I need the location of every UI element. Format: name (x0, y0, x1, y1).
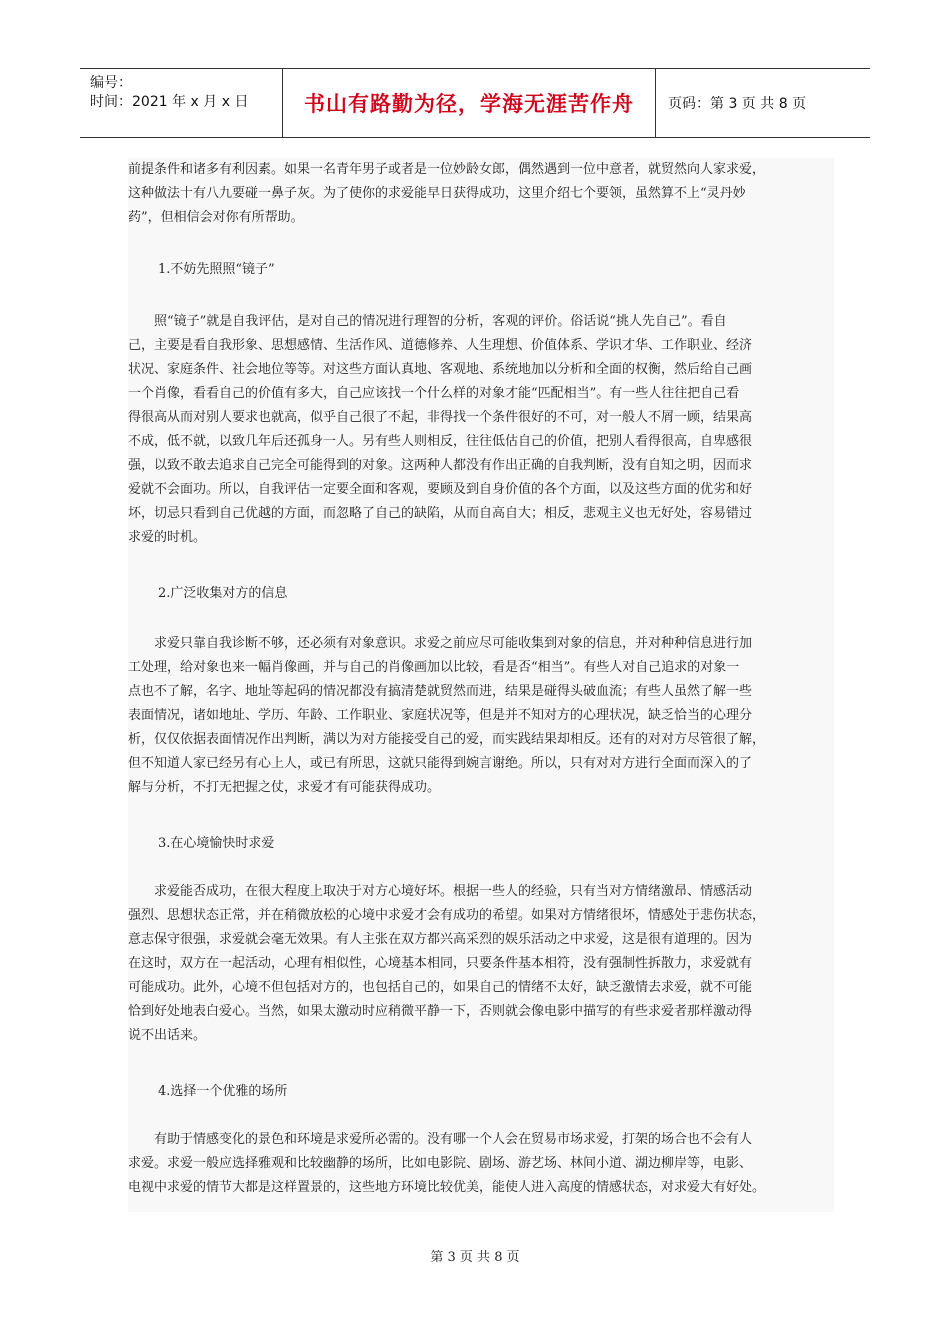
text-line: 爱就不会面功。所以，自我评估一定要全面和客观，要顾及到自身价值的各个方面，以及这些方面的优劣和好 (128, 482, 753, 497)
text-line: 强烈、思想状态正常，并在稍微放松的心境中求爱才会有成功的希望。如果对方情绪很坏，情感处于悲伤状态， (128, 908, 766, 923)
text-line: 得很高从而对别人要求也就高，似乎自己很了不起，非得找一个条件很好的不可，对一般人不屑一顾，结果高 (128, 410, 753, 425)
text-line: 工处理，给对象也来一幅肖像画，并与自己的肖像画加以比较，看是否“相当”。有些人对自己追求的对象一 (128, 660, 740, 675)
header-motto: 书山有路勤为径，学海无涯苦作舟 (283, 69, 656, 137)
text-line: 解与分析，不打无把握之仗，求爱才有可能获得成功。 (128, 780, 441, 795)
section-heading-4: 4.选择一个优雅的场所 (158, 1084, 288, 1099)
text-line: 意志保守很强，求爱就会毫无效果。有人主张在双方都兴高采烈的娱乐活动之中求爱，这是很有道理的。因为 (128, 932, 753, 947)
text-line: 求爱的时机。 (128, 530, 207, 545)
text-line: 己，主要是看自我形象、思想感情、生活作风、道德修养、人生理想、价值体系、学识才华、工作职业、经济 (128, 338, 753, 353)
text-line: 可能成功。此外，心境不但包括对方的，也包括自己的，如果自己的情绪不太好，缺乏激情去求爱，就不可能 (128, 980, 753, 995)
text-line: 状况、家庭条件、社会地位等等。对这些方面认真地、客观地、系统地加以分析和全面的权衡，然后给自己画 (128, 362, 753, 377)
text-line: 说不出话来。 (128, 1028, 207, 1043)
text-line: 照“镜子”就是自我评估，是对自己的情况进行理智的分析，客观的评价。俗话说“挑人先自己”。看自 (128, 314, 727, 329)
header-meta (80, 69, 283, 137)
section-heading-1: 1.不妨先照照“镜子” (158, 262, 275, 277)
text-line: 药”，但相信会对你有所帮助。 (128, 210, 304, 225)
text-line: 求爱只靠自我诊断不够，还必须有对象意识。求爱之前应尽可能收集到对象的信息，并对种种信息进行加 (128, 636, 753, 651)
text-line: 但不知道人家已经另有心上人，或已有所思，这就只能得到婉言谢绝。所以，只有对对方进行全面而深入的了 (128, 756, 753, 771)
text-line: 这种做法十有八九要碰一鼻子灰。为了使你的求爱能早日获得成功，这里介绍七个要领，虽然算不上“灵丹妙 (128, 186, 746, 201)
section-heading-3: 3.在心境愉快时求爱 (158, 836, 275, 851)
paragraph-1 (128, 310, 834, 550)
text-line: 表面情况，诸如地址、学历、年龄、工作职业、家庭状况等，但是并不知对方的心理状况，缺乏恰当的心理分 (128, 708, 753, 723)
text-line: 点也不了解，名字、地址等起码的情况都没有搞清楚就贸然而进，结果是碰得头破血流；有些人虽然了解一些 (128, 684, 753, 699)
text-line: 求爱能否成功，在很大程度上取决于对方心境好坏。根据一些人的经验，只有当对方情绪激昂、情感活动 (128, 884, 753, 899)
paragraph-intro (128, 158, 834, 230)
text-line: 坏，切忌只看到自己优越的方面，而忽略了自己的缺陷，从而自高自大；相反，悲观主义也无好处，容易错过 (128, 506, 753, 521)
paragraph-2 (128, 632, 834, 800)
text-line: 前提条件和诸多有利因素。如果一名青年男子或者是一位妙龄女郎，偶然遇到一位中意者，就贸然向人家求爱， (128, 162, 766, 177)
text-line: 恰到好处地表白爱心。当然，如果太激动时应稍微平静一下，否则就会像电影中描写的有些求爱者那样激动得 (128, 1004, 753, 1019)
paragraph-3 (128, 880, 834, 1048)
text-line: 析，仅仅依据表面情况作出判断，满以为对方能接受自己的爱，而实践结果却相反。还有的对对方尽管很了解， (128, 732, 766, 747)
text-line: 在这时，双方在一起活动，心理有相似性，心境基本相同，只要条件基本相符，没有强制性拆散力，求爱就有 (128, 956, 753, 971)
text-line: 不成，低不就，以致几年后还孤身一人。另有些人则相反，往往低估自己的价值，把别人看得很高，自卑感很 (128, 434, 753, 449)
text-line: 强，以致不敢去追求自己完全可能得到的对象。这两种人都没有作出正确的自我判断，没有自知之明，因而求 (128, 458, 753, 473)
paragraph-4 (128, 1128, 834, 1200)
header-page-info: 页码：第 3 页 共 8 页 (668, 96, 807, 112)
page-header (80, 68, 870, 138)
section-heading-2: 2.广泛收集对方的信息 (158, 586, 288, 601)
text-line: 电视中求爱的情节大都是这样置景的，这些地方环境比较优美，能使人进入高度的情感状态，对求爱大有好处。 (128, 1180, 766, 1195)
date-line: 时间：2021 年 x 月 x 日 (90, 94, 249, 110)
text-line: 有助于情感变化的景色和环境是求爱所必需的。没有哪一个人会在贸易市场求爱，打架的场合也不会有人 (128, 1132, 753, 1147)
text-line: 求爱。求爱一般应选择雅观和比较幽静的场所，比如电影院、剧场、游艺场、林间小道、湖边柳岸等，电影、 (128, 1156, 753, 1171)
serial-label: 编号： (90, 75, 132, 91)
document-body (128, 158, 834, 1212)
text-line: 一个肖像，看看自己的价值有多大，自己应该找一个什么样的对象才能“匹配相当”。有一些人往往把自己看 (128, 386, 740, 401)
page-footer: 第 3 页 共 8 页 (430, 1250, 520, 1265)
